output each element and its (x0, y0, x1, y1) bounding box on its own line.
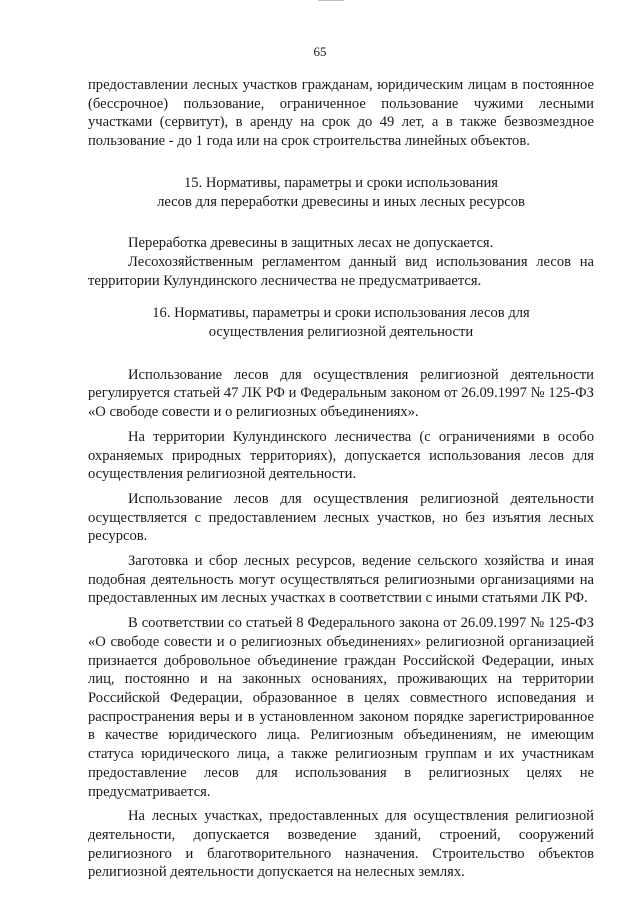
section-15-paragraph: Переработка древесины в защитных лесах не допускается. (128, 235, 494, 252)
section-15-body (88, 234, 594, 290)
section-16-heading (88, 304, 594, 341)
section-16-paragraph: Использование лесов для осуществления религиозной деятельности осуществляется с предоставлением лесных участков, но без изъятия лесных ресурсов. (88, 490, 594, 545)
section-15-paragraph: Лесохозяйственным регламентом данный вид использования лесов на территории Кулундинского лесничества не предусматривается. (88, 253, 594, 289)
section-16-paragraph: Заготовка и сбор лесных ресурсов, ведение сельского хозяйства и иная подобная деятельность могут осуществляться религиозными организациями на предоставленных им лесных участках в соответствии с иными статьями ЛК РФ. (88, 553, 594, 607)
section-15-heading (88, 174, 594, 211)
section-16-body (88, 366, 594, 882)
section-16-paragraph: На лесных участках, предоставленных для осуществления религиозной деятельности, допускается возведение зданий, строений, сооружений религиозного и благотворительного назначения. Строительство объектов религиозной деятельности допускается на нелесных землях. (88, 808, 594, 881)
section-16-heading-line-2: осуществления религиозной деятельности (208, 324, 474, 341)
page-number: 65 (313, 44, 327, 59)
section-16-paragraph: В соответствии со статьей 8 Федерального закона от 26.09.1997 № 125-ФЗ «О свободе совести и о религиозных объединениях» религиозной организацией признается добровольное объединение граждан Российской Федерации, иных лиц, постоянно и на законных основаниях, проживающих на территории Российской Федерации, образованное в целях совместного исповедания и распространения веры и в установленном законом порядке зарегистрированное в качестве юридического лица. Религиозным объединениям, не имеющим статуса юридического лица, а также религиозным группам и их участникам предоставление лесов для использования в религиозных целях не предусматривается. (88, 615, 594, 800)
section-15-heading-line-1: 15. Нормативы, параметры и сроки использования (183, 174, 498, 191)
section-16-paragraph: На территории Кулундинского лесничества (с ограничениями в особо охраняемых природных территориях), допускается использования лесов для осуществления религиозной деятельности. (88, 428, 594, 483)
intro-paragraph: предоставлении лесных участков гражданам, юридическим лицам в постоянное (бессрочное) пользование, ограниченное пользование чужими лесными участками (сервитут), в аренду на срок до 49 лет, а в также безвозмездное пользование - до 1 года или на срок строительства линейных объектов. (88, 77, 594, 150)
section-16-heading-line-1: 16. Нормативы, параметры и сроки использования лесов для (152, 305, 530, 322)
section-15-heading-line-2: лесов для переработки древесины и иных лесных ресурсов (157, 193, 525, 210)
scan-top-mark (318, 0, 344, 1)
section-16-paragraph: Использование лесов для осуществления религиозной деятельности регулируется статьей 47 ЛК РФ и Федеральным законом от 26.09.1997 № 125-ФЗ «О свободе совести и о религиозных объединениях». (88, 366, 594, 421)
document-body (88, 76, 594, 882)
